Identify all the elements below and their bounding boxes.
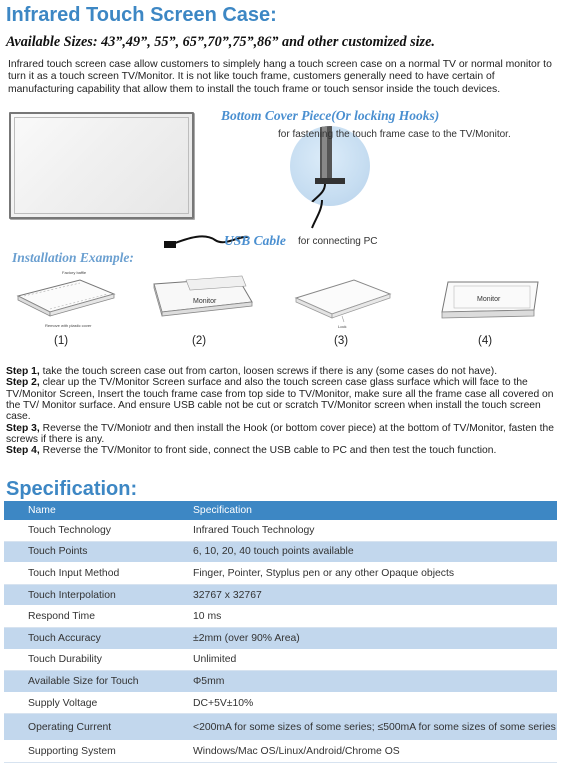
fig3-bottom-note: Lock [338, 324, 347, 329]
step-text: Reverse the TV/Monitor to front side, connect the USB cable to PC and then test the touch function. [39, 445, 497, 457]
table-header-row [4, 501, 557, 520]
spec-name: Touch Input Method [4, 563, 185, 585]
step-label: Step 4, [6, 445, 40, 457]
spec-name: Respond Time [4, 606, 185, 628]
fig1-top-note: Factory baffle [62, 270, 87, 275]
hook-caption-desc: for fastening the touch frame case to the TV/Monitor. [278, 129, 511, 140]
touch-screen-case-image [9, 112, 194, 219]
spec-value: 10 ms [185, 606, 557, 628]
installation-steps [6, 366, 558, 457]
header-name: Name [4, 501, 185, 520]
spec-value: <200mA for some sizes of some series; ≤500mA for some sizes of some series [185, 714, 557, 741]
specification-table [4, 501, 557, 763]
table-row [4, 584, 557, 606]
table-row [4, 520, 557, 541]
step-3 [6, 423, 558, 446]
header-specification: Specification [185, 501, 557, 520]
spec-name: Touch Accuracy [4, 627, 185, 649]
table-row [4, 627, 557, 649]
step-1 [6, 366, 558, 377]
table-row [4, 606, 557, 628]
spec-name: Operating Current [4, 714, 185, 741]
installation-title: Installation Example: [12, 250, 134, 265]
fig1-number: (1) [54, 335, 69, 347]
spec-value: 6, 10, 20, 40 touch points available [185, 541, 557, 563]
table-row [4, 649, 557, 671]
specification-title: Specification: [6, 478, 138, 500]
spec-name: Touch Durability [4, 649, 185, 671]
intro-paragraph: Infrared touch screen case allow customers to simplely hang a touch screen case on a normal TV or normal monitor to turn it as a touch screen TV/Monitor. It is not like touch frame, customers generally need to have certain of manufacturing capability that allow them to install the touch frame or touch sensor inside the touch devices. [8, 59, 552, 95]
fig1-bottom-note: Remove with plastic cover [45, 323, 92, 328]
step-text: take the touch screen case out from carton, loosen screws if there is any (some cases do not have). [39, 366, 498, 377]
table-row [4, 563, 557, 585]
table-row [4, 671, 557, 693]
spec-value: ±2mm (over 90% Area) [185, 627, 557, 649]
spec-name: Supporting System [4, 741, 185, 763]
table-row [4, 741, 557, 763]
step-text: Reverse the TV/Moniotr and then install the Hook (or bottom cover piece) at the bottom of TV/Monitor, fasten the screws if there is any. [6, 422, 554, 446]
spec-name: Touch Technology [4, 520, 185, 541]
table-row [4, 692, 557, 714]
spec-name: Supply Voltage [4, 692, 185, 714]
install-figure-3 [290, 276, 395, 326]
usb-caption-title: USB Cable [224, 233, 286, 248]
step-label: Step 3, [6, 422, 40, 434]
spec-value: Infrared Touch Technology [185, 520, 557, 541]
step-text: clear up the TV/Monitor Screen surface and also the touch screen case glass surface which will face to the TV/Monitor Screen, Insert the touch frame case from top side to TV/Monitor, make sure all the frame case all covered on the TV/ Monitor surface. And ensure USB cable not be cut or scratch TV/Monitor screen when install the touch screen case. [6, 377, 554, 423]
spec-name: Touch Points [4, 541, 185, 563]
fig2-number: (2) [192, 335, 207, 347]
fig2-label: Monitor [193, 298, 217, 305]
step-4 [6, 445, 558, 456]
table-row [4, 541, 557, 563]
fig4-label: Monitor [477, 296, 501, 303]
usb-caption-desc: for connecting PC [298, 236, 378, 247]
spec-value: Windows/Mac OS/Linux/Android/Chrome OS [185, 741, 557, 763]
cable-tail-image [310, 200, 330, 230]
step-2 [6, 377, 558, 422]
spec-value: 32767 x 32767 [185, 584, 557, 606]
spec-value: Unlimited [185, 649, 557, 671]
step-label: Step 1, [6, 366, 40, 377]
spec-name: Touch Interpolation [4, 584, 185, 606]
spec-value: Φ5mm [185, 671, 557, 693]
install-figure-1 [10, 276, 120, 324]
step-label: Step 2, [6, 377, 40, 389]
spec-name: Available Size for Touch [4, 671, 185, 693]
spec-value: Finger, Pointer, Styplus pen or any other Opaque objects [185, 563, 557, 585]
available-sizes-subtitle: Available Sizes: 43”,49”, 55”, 65”,70”,75”,86” and other customized size. [6, 34, 435, 50]
hook-caption-title: Bottom Cover Piece(Or locking Hooks) [221, 108, 440, 123]
page-title: Infrared Touch Screen Case: [6, 4, 277, 26]
fig3-number: (3) [334, 335, 349, 347]
spec-value: DC+5V±10% [185, 692, 557, 714]
fig4-number: (4) [478, 335, 493, 347]
table-row [4, 714, 557, 741]
